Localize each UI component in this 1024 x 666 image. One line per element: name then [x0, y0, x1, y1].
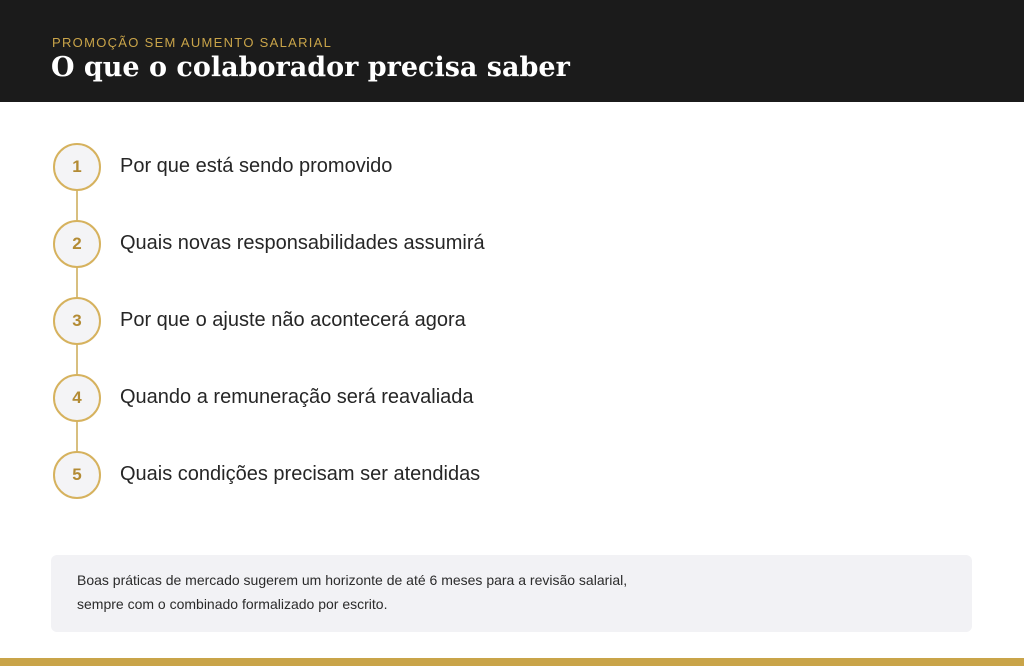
- step-item-2: [53, 220, 653, 268]
- step-number-badge: 2: [53, 220, 101, 268]
- step-item-1: [53, 143, 653, 191]
- page-title: O que o colaborador precisa saber: [51, 52, 570, 83]
- step-label: Quais condições precisam ser atendidas: [120, 463, 481, 485]
- step-label: Por que está sendo promovido: [120, 155, 393, 177]
- eyebrow-label: PROMOÇÃO SEM AUMENTO SALARIAL: [52, 35, 333, 50]
- step-label: Quais novas responsabilidades assumirá: [120, 232, 485, 254]
- step-item-5: [53, 451, 653, 499]
- note-text: Boas práticas de mercado sugerem um horizonte de até 6 meses para a revisão salarial, sempre com o combinado formalizado por escrito.: [77, 572, 628, 612]
- step-item-4: [53, 374, 653, 422]
- step-item-3: [53, 297, 653, 345]
- step-number-badge: 5: [53, 451, 101, 499]
- step-label: Quando a remuneração será reavaliada: [120, 386, 474, 408]
- step-label: Por que o ajuste não acontecerá agora: [120, 309, 466, 331]
- header: [0, 0, 1024, 102]
- info-note: [51, 555, 972, 632]
- step-number-badge: 4: [53, 374, 101, 422]
- footer-accent-bar: [0, 658, 1024, 666]
- step-number-badge: 1: [53, 143, 101, 191]
- step-number-badge: 3: [53, 297, 101, 345]
